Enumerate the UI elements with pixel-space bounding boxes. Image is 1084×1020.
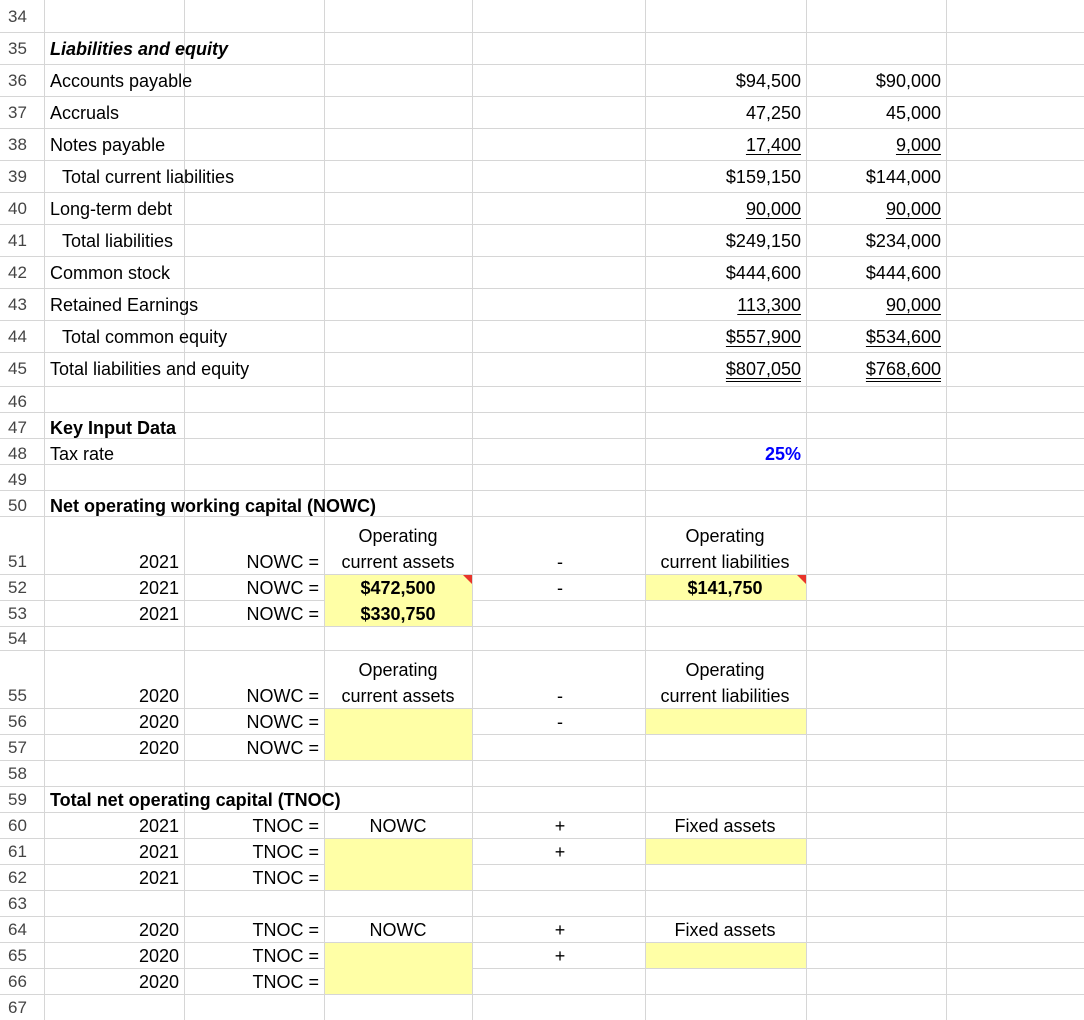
operator: + <box>554 816 566 836</box>
operator: - <box>557 686 563 706</box>
year-cell[interactable]: 2020 <box>138 920 179 940</box>
row-divider <box>0 574 1084 575</box>
row-number[interactable]: 43 <box>8 295 27 314</box>
row-divider <box>0 438 1084 439</box>
input-cell[interactable] <box>325 943 472 994</box>
row-number[interactable]: 47 <box>8 418 27 437</box>
row-label[interactable]: Total common equity <box>62 327 228 347</box>
row-label[interactable]: Tax rate <box>50 444 115 464</box>
column-divider <box>645 0 646 1020</box>
row-divider <box>0 412 1084 413</box>
row-number[interactable]: 67 <box>8 998 27 1017</box>
year-cell[interactable]: 2021 <box>138 604 179 624</box>
input-value[interactable]: $141,750 <box>687 578 763 598</box>
formula-term[interactable]: Fixed assets <box>674 816 776 836</box>
row-divider <box>0 916 1084 917</box>
row-number[interactable]: 48 <box>8 444 27 463</box>
formula-term[interactable]: current liabilities <box>660 686 790 706</box>
input-cell[interactable] <box>646 709 806 734</box>
row-divider <box>0 812 1084 813</box>
value-cell-2020[interactable]: $768,600 <box>865 359 941 379</box>
formula-term[interactable]: Fixed assets <box>674 920 776 940</box>
formula-label[interactable]: NOWC = <box>246 738 319 758</box>
row-divider <box>0 386 1084 387</box>
row-divider <box>0 96 1084 97</box>
value-cell-2021[interactable]: $557,900 <box>725 327 801 347</box>
input-cell[interactable] <box>325 839 472 890</box>
row-divider <box>0 464 1084 465</box>
row-divider <box>0 734 1084 735</box>
value-cell-2020[interactable]: $144,000 <box>865 167 941 187</box>
formula-label[interactable]: TNOC = <box>252 868 319 888</box>
row-divider <box>0 160 1084 161</box>
row-number[interactable]: 52 <box>8 578 27 597</box>
row-label[interactable]: Long-term debt <box>50 199 173 219</box>
value-cell-2020[interactable]: 90,000 <box>885 199 941 219</box>
row-label[interactable]: Common stock <box>50 263 171 283</box>
row-divider <box>0 626 1084 627</box>
row-number[interactable]: 35 <box>8 39 27 58</box>
tax-rate-value[interactable]: 25% <box>764 444 801 464</box>
input-value[interactable]: $472,500 <box>360 578 436 598</box>
row-label[interactable]: Accruals <box>50 103 120 123</box>
row-number[interactable]: 45 <box>8 359 27 378</box>
column-divider <box>44 0 45 1020</box>
formula-label[interactable]: NOWC = <box>246 578 319 598</box>
row-number[interactable]: 51 <box>8 552 27 571</box>
row-number[interactable]: 54 <box>8 629 27 648</box>
operator: - <box>557 712 563 732</box>
input-cell[interactable] <box>325 709 472 760</box>
column-divider <box>946 0 947 1020</box>
row-divider <box>0 224 1084 225</box>
row-number[interactable]: 61 <box>8 842 27 861</box>
row-divider <box>0 64 1084 65</box>
row-label[interactable]: Total liabilities <box>62 231 174 251</box>
operator: - <box>557 578 563 598</box>
row-number[interactable]: 39 <box>8 167 27 186</box>
comment-indicator-icon[interactable] <box>463 575 472 584</box>
row-label[interactable]: Total current liabilities <box>62 167 235 187</box>
row-number[interactable]: 40 <box>8 199 27 218</box>
section-heading[interactable]: Total net operating capital (TNOC) <box>50 790 341 810</box>
value-cell-2021[interactable]: 47,250 <box>745 103 801 123</box>
row-divider <box>0 516 1084 517</box>
row-number[interactable]: 65 <box>8 946 27 965</box>
year-cell[interactable]: 2020 <box>138 712 179 732</box>
formula-label[interactable]: TNOC = <box>252 816 319 836</box>
column-caption: Operating <box>685 526 765 546</box>
formula-label[interactable]: TNOC = <box>252 842 319 862</box>
row-number[interactable]: 59 <box>8 790 27 809</box>
row-divider <box>0 320 1084 321</box>
row-number[interactable]: 46 <box>8 392 27 411</box>
value-cell-2021[interactable]: $94,500 <box>735 71 801 91</box>
row-number[interactable]: 44 <box>8 327 27 346</box>
formula-label[interactable]: TNOC = <box>252 920 319 940</box>
year-cell[interactable]: 2021 <box>138 816 179 836</box>
section-heading[interactable]: Liabilities and equity <box>50 39 229 59</box>
row-label[interactable]: Retained Earnings <box>50 295 199 315</box>
formula-label[interactable]: NOWC = <box>246 552 319 572</box>
input-cell[interactable] <box>646 839 806 864</box>
value-cell-2020[interactable]: 45,000 <box>885 103 941 123</box>
year-cell[interactable]: 2020 <box>138 686 179 706</box>
row-divider <box>0 994 1084 995</box>
row-divider <box>0 600 1084 601</box>
value-cell-2021[interactable]: 113,300 <box>737 295 801 315</box>
column-divider <box>472 0 473 1020</box>
row-number[interactable]: 62 <box>8 868 27 887</box>
row-number[interactable]: 64 <box>8 920 27 939</box>
row-number[interactable]: 57 <box>8 738 27 757</box>
row-number[interactable]: 41 <box>8 231 27 250</box>
row-number[interactable]: 50 <box>8 496 27 515</box>
row-divider <box>0 890 1084 891</box>
value-cell-2020[interactable]: $444,600 <box>865 263 941 283</box>
row-divider <box>0 864 1084 865</box>
row-number[interactable]: 55 <box>8 686 27 705</box>
row-divider <box>0 192 1084 193</box>
row-label[interactable]: Notes payable <box>50 135 166 155</box>
formula-label[interactable]: NOWC = <box>246 712 319 732</box>
value-cell-2021[interactable]: 17,400 <box>745 135 801 155</box>
column-caption: Operating <box>685 660 765 680</box>
row-divider <box>0 838 1084 839</box>
row-number[interactable]: 63 <box>8 894 27 913</box>
section-heading[interactable]: Key Input Data <box>50 418 177 438</box>
row-divider <box>0 650 1084 651</box>
value-cell-2020[interactable]: 90,000 <box>885 295 941 315</box>
column-divider <box>806 0 807 1020</box>
value-cell-2020[interactable]: $90,000 <box>875 71 941 91</box>
year-cell[interactable]: 2021 <box>138 552 179 572</box>
row-divider <box>0 32 1084 33</box>
value-cell-2021[interactable]: $807,050 <box>725 359 801 379</box>
row-number[interactable]: 66 <box>8 972 27 991</box>
row-divider <box>0 942 1084 943</box>
row-number[interactable]: 34 <box>8 7 27 26</box>
row-number[interactable]: 38 <box>8 135 27 154</box>
row-divider <box>0 352 1084 353</box>
formula-term[interactable]: NOWC <box>369 920 427 940</box>
formula-term[interactable]: NOWC <box>369 816 427 836</box>
year-cell[interactable]: 2020 <box>138 972 179 992</box>
row-divider <box>0 708 1084 709</box>
operator: + <box>554 842 566 862</box>
value-cell-2020[interactable]: $234,000 <box>865 231 941 251</box>
year-cell[interactable]: 2020 <box>138 738 179 758</box>
row-number[interactable]: 53 <box>8 604 27 623</box>
year-cell[interactable]: 2021 <box>138 842 179 862</box>
row-number[interactable]: 36 <box>8 71 27 90</box>
comment-indicator-icon[interactable] <box>797 575 806 584</box>
row-divider <box>0 288 1084 289</box>
year-cell[interactable]: 2021 <box>138 868 179 888</box>
year-cell[interactable]: 2021 <box>138 578 179 598</box>
row-number[interactable]: 58 <box>8 764 27 783</box>
row-divider <box>0 490 1084 491</box>
row-number[interactable]: 60 <box>8 816 27 835</box>
formula-term[interactable]: current assets <box>341 552 455 572</box>
year-cell[interactable]: 2020 <box>138 946 179 966</box>
row-divider <box>0 256 1084 257</box>
formula-label[interactable]: NOWC = <box>246 604 319 624</box>
value-cell-2020[interactable]: 9,000 <box>895 135 941 155</box>
input-cell[interactable] <box>646 943 806 968</box>
formula-label[interactable]: TNOC = <box>252 946 319 966</box>
operator: - <box>557 552 563 572</box>
input-value[interactable]: $330,750 <box>360 604 436 624</box>
formula-label[interactable]: NOWC = <box>246 686 319 706</box>
formula-term[interactable]: current assets <box>341 686 455 706</box>
value-cell-2021[interactable]: $159,150 <box>725 167 801 187</box>
operator: + <box>554 920 566 940</box>
value-cell-2021[interactable]: $444,600 <box>725 263 801 283</box>
section-heading[interactable]: Net operating working capital (NOWC) <box>50 496 377 516</box>
value-cell-2021[interactable]: $249,150 <box>725 231 801 251</box>
row-divider <box>0 128 1084 129</box>
row-label[interactable]: Total liabilities and equity <box>50 359 250 379</box>
formula-term[interactable]: current liabilities <box>660 552 790 572</box>
formula-label[interactable]: TNOC = <box>252 972 319 992</box>
column-caption: Operating <box>358 526 438 546</box>
row-label[interactable]: Accounts payable <box>50 71 193 91</box>
row-number[interactable]: 49 <box>8 470 27 489</box>
column-caption: Operating <box>358 660 438 680</box>
value-cell-2020[interactable]: $534,600 <box>865 327 941 347</box>
row-divider <box>0 968 1084 969</box>
operator: + <box>554 946 566 966</box>
row-divider <box>0 786 1084 787</box>
row-number[interactable]: 56 <box>8 712 27 731</box>
row-number[interactable]: 42 <box>8 263 27 282</box>
row-number[interactable]: 37 <box>8 103 27 122</box>
row-divider <box>0 760 1084 761</box>
value-cell-2021[interactable]: 90,000 <box>745 199 801 219</box>
